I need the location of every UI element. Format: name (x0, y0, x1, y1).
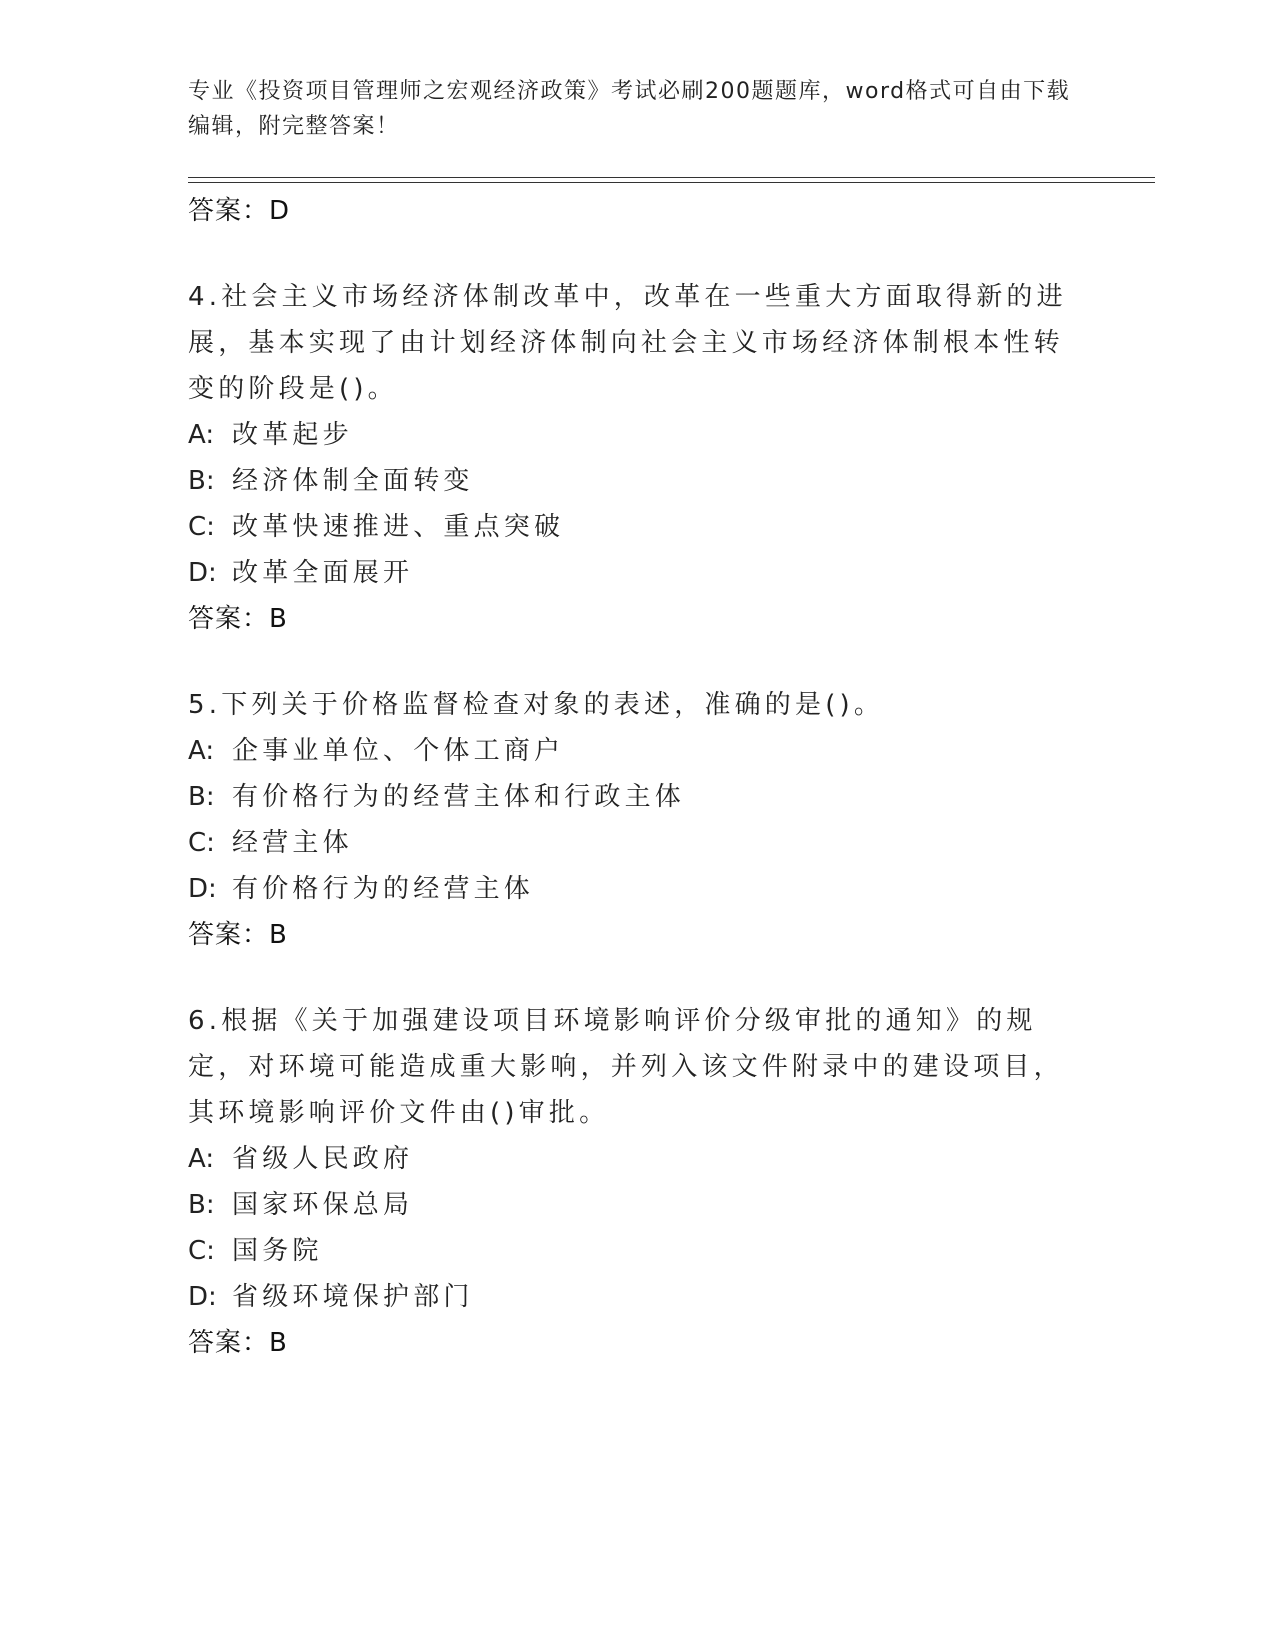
option-label: D: (188, 558, 217, 588)
option-b (188, 458, 1088, 504)
option-label: C: (188, 828, 215, 858)
option-text: 经营主体 (232, 828, 353, 858)
option-text: 有价格行为的经营主体和行政主体 (232, 782, 686, 812)
option-c (188, 1228, 1088, 1274)
option-d (188, 550, 1088, 596)
option-label: C: (188, 512, 215, 542)
question-stem: 6.根据《关于加强建设项目环境影响评价分级审批的通知》的规定，对环境可能造成重大影响，并列入该文件附录中的建设项目，其环境影响评价文件由()审批。 (188, 1006, 1064, 1128)
option-text: 省级环境保护部门 (232, 1282, 474, 1312)
option-label: D: (188, 1282, 217, 1312)
question-stem: 4.社会主义市场经济体制改革中，改革在一些重大方面取得新的进展，基本实现了由计划经济体制向社会主义市场经济体制根本性转变的阶段是()。 (188, 282, 1067, 404)
option-label: D: (188, 874, 217, 904)
option-text: 改革起步 (232, 420, 353, 450)
spacer (188, 958, 1088, 998)
option-text: 国家环保总局 (232, 1190, 414, 1220)
option-label: B: (188, 466, 215, 496)
answer-line: 答案：B (188, 920, 288, 950)
question-block (188, 998, 1088, 1366)
answer-line: 答案：D (188, 196, 291, 226)
answer-line: 答案：B (188, 1328, 288, 1358)
option-label: B: (188, 782, 215, 812)
document-header: 专业《投资项目管理师之宏观经济政策》考试必刷200题题库，word格式可自由下载编辑，附完整答案！ (188, 79, 1071, 139)
option-a (188, 1136, 1088, 1182)
option-label: A: (188, 1144, 215, 1174)
option-c (188, 820, 1088, 866)
answer-line: 答案：B (188, 604, 288, 634)
document-body (188, 188, 1088, 1366)
option-a (188, 412, 1088, 458)
option-text: 改革快速推进、重点突破 (232, 512, 565, 542)
question-block (188, 274, 1088, 642)
option-label: C: (188, 1236, 215, 1266)
question-stem: 5.下列关于价格监督检查对象的表述，准确的是()。 (188, 690, 885, 720)
option-text: 有价格行为的经营主体 (232, 874, 535, 904)
option-text: 国务院 (232, 1236, 323, 1266)
option-text: 改革全面展开 (232, 558, 414, 588)
option-label: B: (188, 1190, 215, 1220)
option-b (188, 774, 1088, 820)
header-rule-top (188, 177, 1155, 178)
option-d (188, 866, 1088, 912)
option-text: 省级人民政府 (232, 1144, 414, 1174)
spacer (188, 642, 1088, 682)
header-rule-bottom (188, 182, 1155, 183)
option-text: 经济体制全面转变 (232, 466, 474, 496)
option-text: 企事业单位、个体工商户 (232, 736, 565, 766)
option-a (188, 728, 1088, 774)
option-d (188, 1274, 1088, 1320)
option-label: A: (188, 420, 215, 450)
option-label: A: (188, 736, 215, 766)
option-c (188, 504, 1088, 550)
option-b (188, 1182, 1088, 1228)
question-block (188, 682, 1088, 958)
